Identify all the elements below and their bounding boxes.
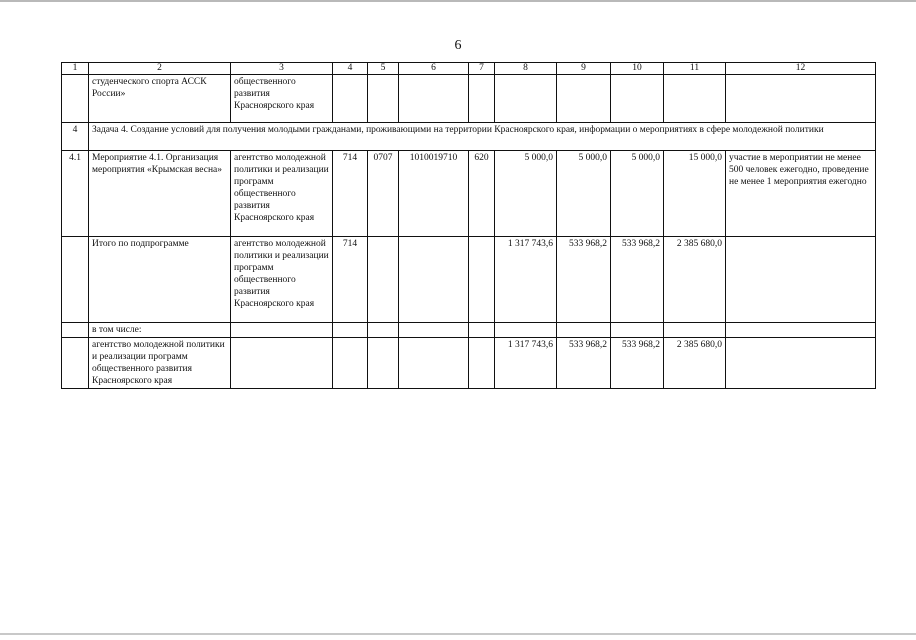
table-cell [469, 237, 495, 323]
table-cell: 1 317 743,6 [495, 338, 557, 389]
header-cell: 6 [399, 63, 469, 75]
table-cell [726, 237, 876, 323]
header-cell: 2 [89, 63, 231, 75]
task-row [62, 123, 876, 151]
table-cell [664, 75, 726, 123]
table-cell [664, 323, 726, 338]
table-cell [333, 75, 368, 123]
table-cell [469, 323, 495, 338]
table-cell [611, 75, 664, 123]
table-cell: 714 [333, 151, 368, 237]
table-cell: 2 385 680,0 [664, 338, 726, 389]
top-border-line [0, 0, 916, 2]
table-cell [333, 338, 368, 389]
table-cell [62, 323, 89, 338]
table-cell: 533 968,2 [611, 338, 664, 389]
table-cell: участие в мероприятии не менее 500 человек ежегодно, проведение не менее 1 мероприятия ежегодно [726, 151, 876, 237]
table-cell: 714 [333, 237, 368, 323]
table-header-row [62, 63, 876, 75]
table-cell: агентство молодежной политики и реализации программ общественного развития Красноярского края [231, 237, 333, 323]
table-cell: 0707 [368, 151, 399, 237]
table-row [62, 338, 876, 389]
table-cell [611, 323, 664, 338]
table-cell: агентство молодежной политики и реализации программ общественного развития Красноярского края [231, 151, 333, 237]
header-cell: 7 [469, 63, 495, 75]
table-row [62, 151, 876, 237]
table-cell [62, 237, 89, 323]
table-cell [231, 338, 333, 389]
table-cell [495, 75, 557, 123]
table-row [62, 75, 876, 123]
table-cell: 533 968,2 [557, 237, 611, 323]
table-cell: 5 000,0 [495, 151, 557, 237]
table-cell [726, 323, 876, 338]
table-cell: 4.1 [62, 151, 89, 237]
table-cell: 5 000,0 [611, 151, 664, 237]
table-cell [368, 338, 399, 389]
header-cell: 9 [557, 63, 611, 75]
task-number-cell: 4 [62, 123, 89, 151]
header-cell: 1 [62, 63, 89, 75]
header-cell: 12 [726, 63, 876, 75]
table-cell: 2 385 680,0 [664, 237, 726, 323]
table-cell [62, 75, 89, 123]
table-cell: 533 968,2 [611, 237, 664, 323]
table-cell: студенческого спорта АССК России» [89, 75, 231, 123]
table-cell [469, 338, 495, 389]
table-cell: Мероприятие 4.1. Организация мероприятия «Крымская весна» [89, 151, 231, 237]
table-cell: 15 000,0 [664, 151, 726, 237]
header-cell: 3 [231, 63, 333, 75]
program-table [61, 62, 876, 389]
header-cell: 8 [495, 63, 557, 75]
table-cell [399, 75, 469, 123]
page-number: 6 [454, 38, 462, 53]
table-cell [333, 323, 368, 338]
header-cell: 11 [664, 63, 726, 75]
table-cell [495, 323, 557, 338]
header-cell: 5 [368, 63, 399, 75]
table-cell [399, 237, 469, 323]
table-cell: 533 968,2 [557, 338, 611, 389]
table-cell [726, 338, 876, 389]
table-cell [231, 323, 333, 338]
table-cell: 1 317 743,6 [495, 237, 557, 323]
table-cell [368, 75, 399, 123]
table-cell [557, 323, 611, 338]
table-cell [399, 323, 469, 338]
table-cell: агентство молодежной политики и реализации программ общественного развития Красноярского края [89, 338, 231, 389]
table-cell [368, 237, 399, 323]
table-cell [368, 323, 399, 338]
bottom-border-line [0, 633, 916, 635]
table-cell: общественного развития Красноярского края [231, 75, 333, 123]
table-cell [469, 75, 495, 123]
table-cell: 1010019710 [399, 151, 469, 237]
table-cell: 620 [469, 151, 495, 237]
table-cell [557, 75, 611, 123]
table-cell [726, 75, 876, 123]
task-title-cell: Задача 4. Создание условий для получения молодыми гражданами, проживающими на территории Красноярского края, информации о мероприятиях в сфере молодежной политики [89, 123, 876, 151]
table-cell: Итого по подпрограмме [89, 237, 231, 323]
header-cell: 4 [333, 63, 368, 75]
table-cell [399, 338, 469, 389]
table-row [62, 323, 876, 338]
table-cell: 5 000,0 [557, 151, 611, 237]
header-cell: 10 [611, 63, 664, 75]
table-cell [62, 338, 89, 389]
table-row [62, 237, 876, 323]
table-cell: в том числе: [89, 323, 231, 338]
